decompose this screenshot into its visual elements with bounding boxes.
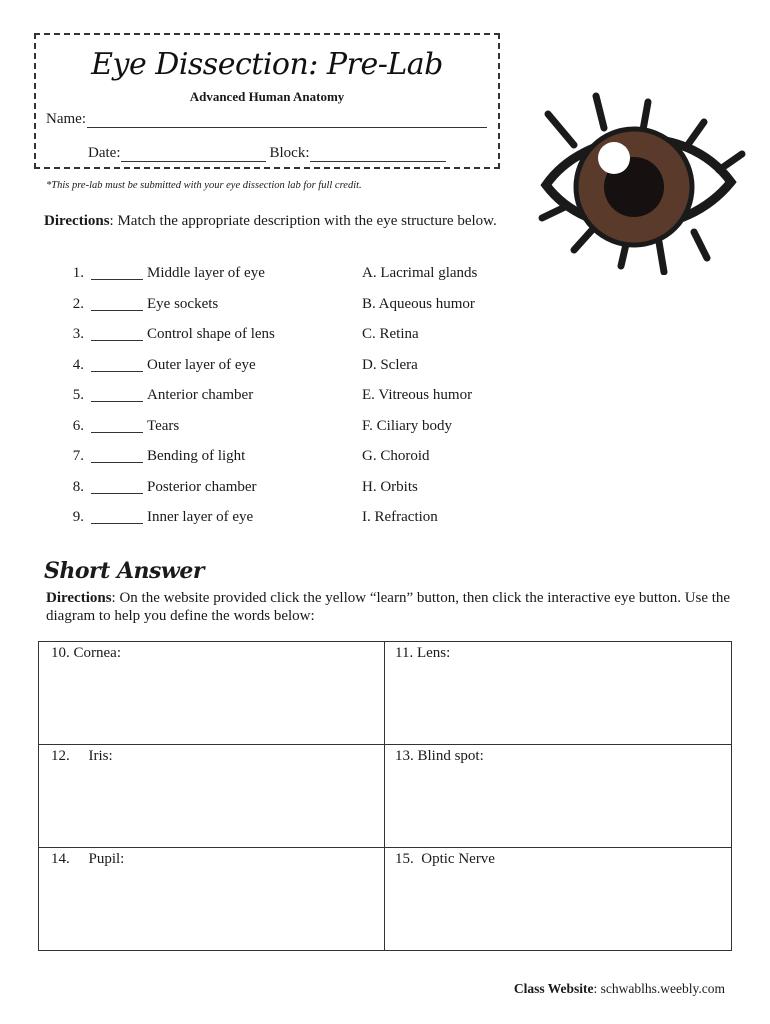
item-description: Tears [147,417,180,434]
directions-label: Directions [44,213,110,229]
matching-directions [44,211,504,232]
matching-row [0,479,770,499]
matching-row [0,418,770,438]
item-description: Outer layer of eye [147,356,256,373]
answer-blank[interactable] [91,401,143,402]
item-description: Eye sockets [147,295,219,312]
answer-option: A. Lacrimal glands [362,265,478,281]
item-number: 2. [72,295,84,312]
name-row [46,111,487,128]
answer-option: C. Retina [362,326,419,342]
eye-icon [534,90,748,275]
name-field[interactable] [87,113,487,128]
directions-text: : Match the appropriate description with the eye structure below. [109,213,497,229]
block-field[interactable] [310,147,446,162]
answer-cell-lens[interactable]: 11. Lens: [385,642,731,745]
short-answer-directions [46,589,736,625]
answer-option: F. Ciliary body [362,417,453,434]
answer-option: G. Choroid [362,448,430,464]
answer-blank[interactable] [91,432,143,433]
item-number: 9. [72,509,84,525]
answer-blank[interactable] [91,371,143,372]
item-description: Middle layer of eye [147,265,265,281]
item-description: Control shape of lens [147,326,275,342]
matching-row [0,326,770,346]
answer-option: H. Orbits [362,478,418,495]
answer-cell-cornea[interactable]: 10. Cornea: [39,642,385,745]
footer-label: Class Website [513,981,594,996]
answer-blank[interactable] [91,493,143,494]
class-website [514,981,725,997]
date-field[interactable] [121,147,266,162]
item-number: 8. [72,478,84,495]
answer-blank[interactable] [91,462,143,463]
date-block-row [88,145,446,162]
answer-blank[interactable] [91,310,143,311]
short-answer-table [38,641,732,951]
credit-note: *This pre-lab must be submitted with your eye dissection lab for full credit. [46,180,362,191]
page-title: Eye Dissection: Pre-Lab [91,47,443,82]
block-label: Block: [269,145,310,161]
date-label: Date: [88,145,121,161]
item-number: 6. [72,417,84,434]
item-number: 3. [72,326,84,342]
matching-row [0,387,770,407]
sa-directions-label: Directions [46,590,112,606]
answer-blank[interactable] [91,279,143,280]
footer-url[interactable]: : schwablhs.weebly.com [593,981,725,996]
name-label: Name: [46,111,86,127]
item-number: 4. [72,356,84,373]
item-number: 5. [72,387,84,403]
answer-blank[interactable] [91,340,143,341]
answer-cell-optic-nerve[interactable]: 15. Optic Nerve [395,851,495,867]
matching-row [0,509,770,529]
short-answer-heading: Short Answer [44,558,204,584]
answer-option: D. Sclera [362,356,418,373]
page-subtitle: Advanced Human Anatomy [189,89,345,104]
answer-option: E. Vitreous humor [362,387,473,403]
answer-option: I. Refraction [362,509,438,525]
answer-cell-iris[interactable]: 12. Iris: [39,745,385,848]
item-description: Inner layer of eye [147,509,254,525]
item-description: Anterior chamber [147,387,254,403]
matching-row [0,448,770,468]
answer-blank[interactable] [91,523,143,524]
item-number: 1. [72,265,84,281]
sa-directions-text: : On the website provided click the yellow “learn” button, then click the interactive eye button. Use the diagram to help you define the words below: [46,590,731,624]
answer-option: B. Aqueous humor [362,295,475,312]
matching-row [0,296,770,316]
item-number: 7. [72,448,84,464]
item-description: Bending of light [147,448,246,464]
matching-row [0,357,770,377]
answer-cell-blind-spot[interactable]: 13. Blind spot: [385,745,731,848]
header-box [34,33,500,169]
answer-cell-pupil[interactable]: 14. Pupil: [39,848,385,950]
item-description: Posterior chamber [147,478,257,495]
